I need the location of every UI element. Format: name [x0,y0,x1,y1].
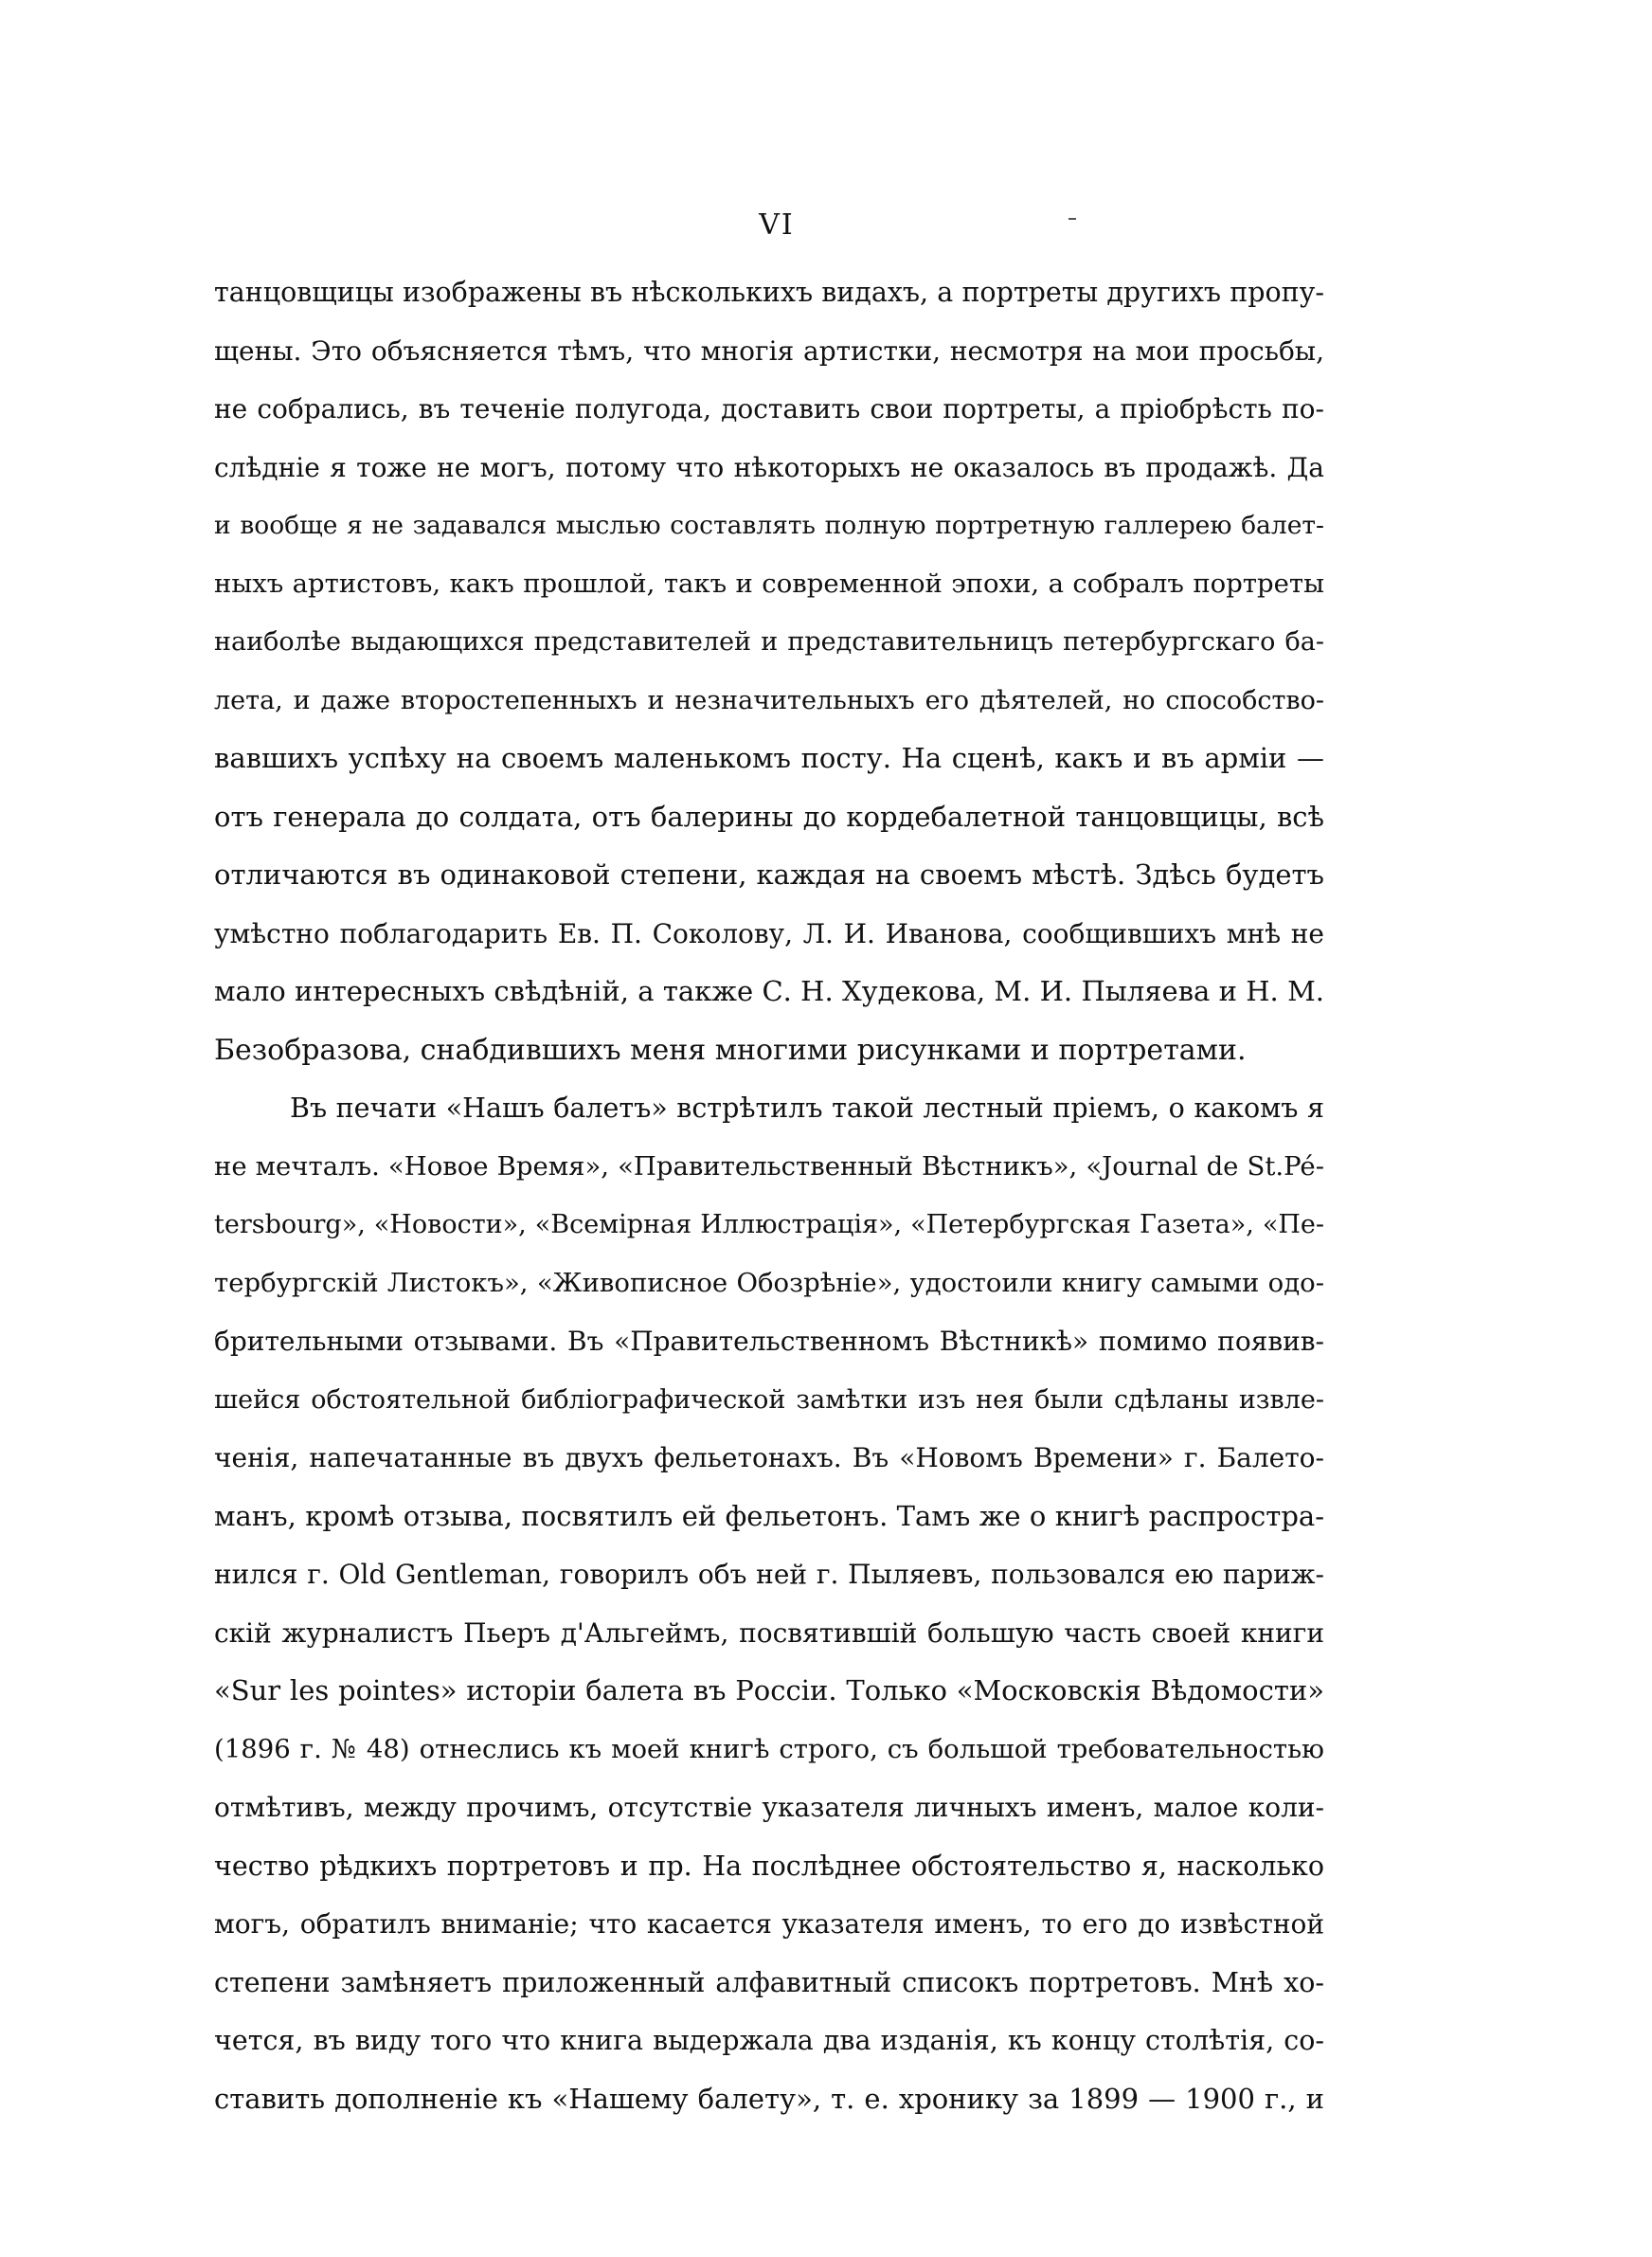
text-line: лета, и даже второстепенныхъ и незначительныхъ его дѣятелей, но способство- [214,685,1324,715]
text-line: скій журналистъ Пьеръ д'Альгеймъ, посвятившій большую часть своей книги [214,1616,1324,1649]
text-line: (1896 г. № 48) отнеслись къ моей книгѣ строго, съ большой требовательностью [214,1733,1324,1764]
text-line: ставить дополненіе къ «Нашему балету», т. е. хронику за 1899 — 1900 г., и [214,2082,1324,2115]
text-line: степени замѣняетъ приложенный алфавитный списокъ портретовъ. Мнѣ хо- [214,1966,1324,1998]
text-line: могъ, обратилъ вниманіе; что касается указателя именъ, то его до извѣстной [214,1908,1324,1940]
paragraph-2 [214,1079,1324,2128]
body-text [214,263,1324,2128]
text-line: ченія, напечатанные въ двухъ фельетонахъ. Въ «Новомъ Времени» г. Балето- [214,1442,1324,1473]
text-line: тербургскій Листокъ», «Живописное Обозрѣніе», удостоили книгу самыми одо- [214,1267,1324,1298]
text-line: Безобразова, снабдившихъ меня многими рисунками и портретами. [214,1033,1247,1067]
text-line: танцовщицы изображены въ нѣсколькихъ видахъ, а портреты другихъ пропу- [214,277,1324,308]
print-speck [1068,218,1076,220]
paragraph-1 [214,263,1324,1079]
text-line: Въ печати «Нашъ балетъ» встрѣтилъ такой лестный пріемъ, о какомъ я [290,1092,1324,1124]
text-line: tersbourg», «Новости», «Всемірная Иллюстрація», «Петербургская Газета», «Пе- [214,1210,1324,1239]
text-line: шейся обстоятельной библіографической замѣтки изъ нея были сдѣланы извле- [214,1384,1324,1415]
text-line: наиболѣе выдающихся представителей и представительницъ петербургскаго ба- [214,627,1324,657]
text-line: и вообще я не задавался мыслью составлять полную портретную галлерею балет- [214,511,1324,540]
text-line: нился г. Old Gentleman, говорилъ объ ней г. Пыляевъ, пользовался ею париж- [214,1559,1324,1590]
text-line: брительными отзывами. Въ «Правительственномъ Вѣстникѣ» помимо появив- [214,1326,1324,1357]
text-line: умѣстно поблагодарить Ев. П. Соколову, Л. И. Иванова, сообщившихъ мнѣ не [214,917,1324,949]
text-line: отъ генерала до солдата, отъ балерины до кордебалетной танцовщицы, всѣ [214,800,1324,833]
text-line: слѣдніе я тоже не могъ, потому что нѣкоторыхъ не оказалось въ продажѣ. Да [214,451,1324,483]
text-line: щены. Это объясняется тѣмъ, что многія артистки, несмотря на мои просьбы, [214,334,1324,367]
text-line: чество рѣдкихъ портретовъ и пр. На послѣднее обстоятельство я, насколько [214,1850,1324,1882]
text-line: ныхъ артистовъ, какъ прошлой, такъ и современной эпохи, а собралъ портреты [214,568,1324,599]
text-line: манъ, кромѣ отзыва, посвятилъ ей фельетонъ. Тамъ же о книгѣ распростра- [214,1499,1324,1532]
text-line: «Sur les pointes» исторіи балета въ Россіи. Только «Московскія Вѣдомости» [214,1674,1324,1706]
text-line: мало интересныхъ свѣдѣній, а также С. Н. Худекова, М. И. Пыляева и Н. М. [214,975,1324,1007]
text-line: не мечталъ. «Новое Время», «Правительственный Вѣстникъ», «Journal de St.Pé- [214,1150,1324,1182]
page-number: VI [759,208,795,242]
text-line: отличаются въ одинаковой степени, каждая на своемъ мѣстѣ. Здѣсь будетъ [214,858,1324,891]
text-line: чется, въ виду того что книга выдержала два изданія, къ концу столѣтія, со- [214,2025,1324,2056]
text-line: вавшихъ успѣху на своемъ маленькомъ посту. На сценѣ, какъ и въ арміи — [214,742,1324,774]
text-line: не собрались, въ теченіе полугода, доставить свои портреты, а пріобрѣсть по- [214,393,1324,424]
text-line: отмѣтивъ, между прочимъ, отсутствіе указателя личныхъ именъ, малое коли- [214,1792,1324,1823]
